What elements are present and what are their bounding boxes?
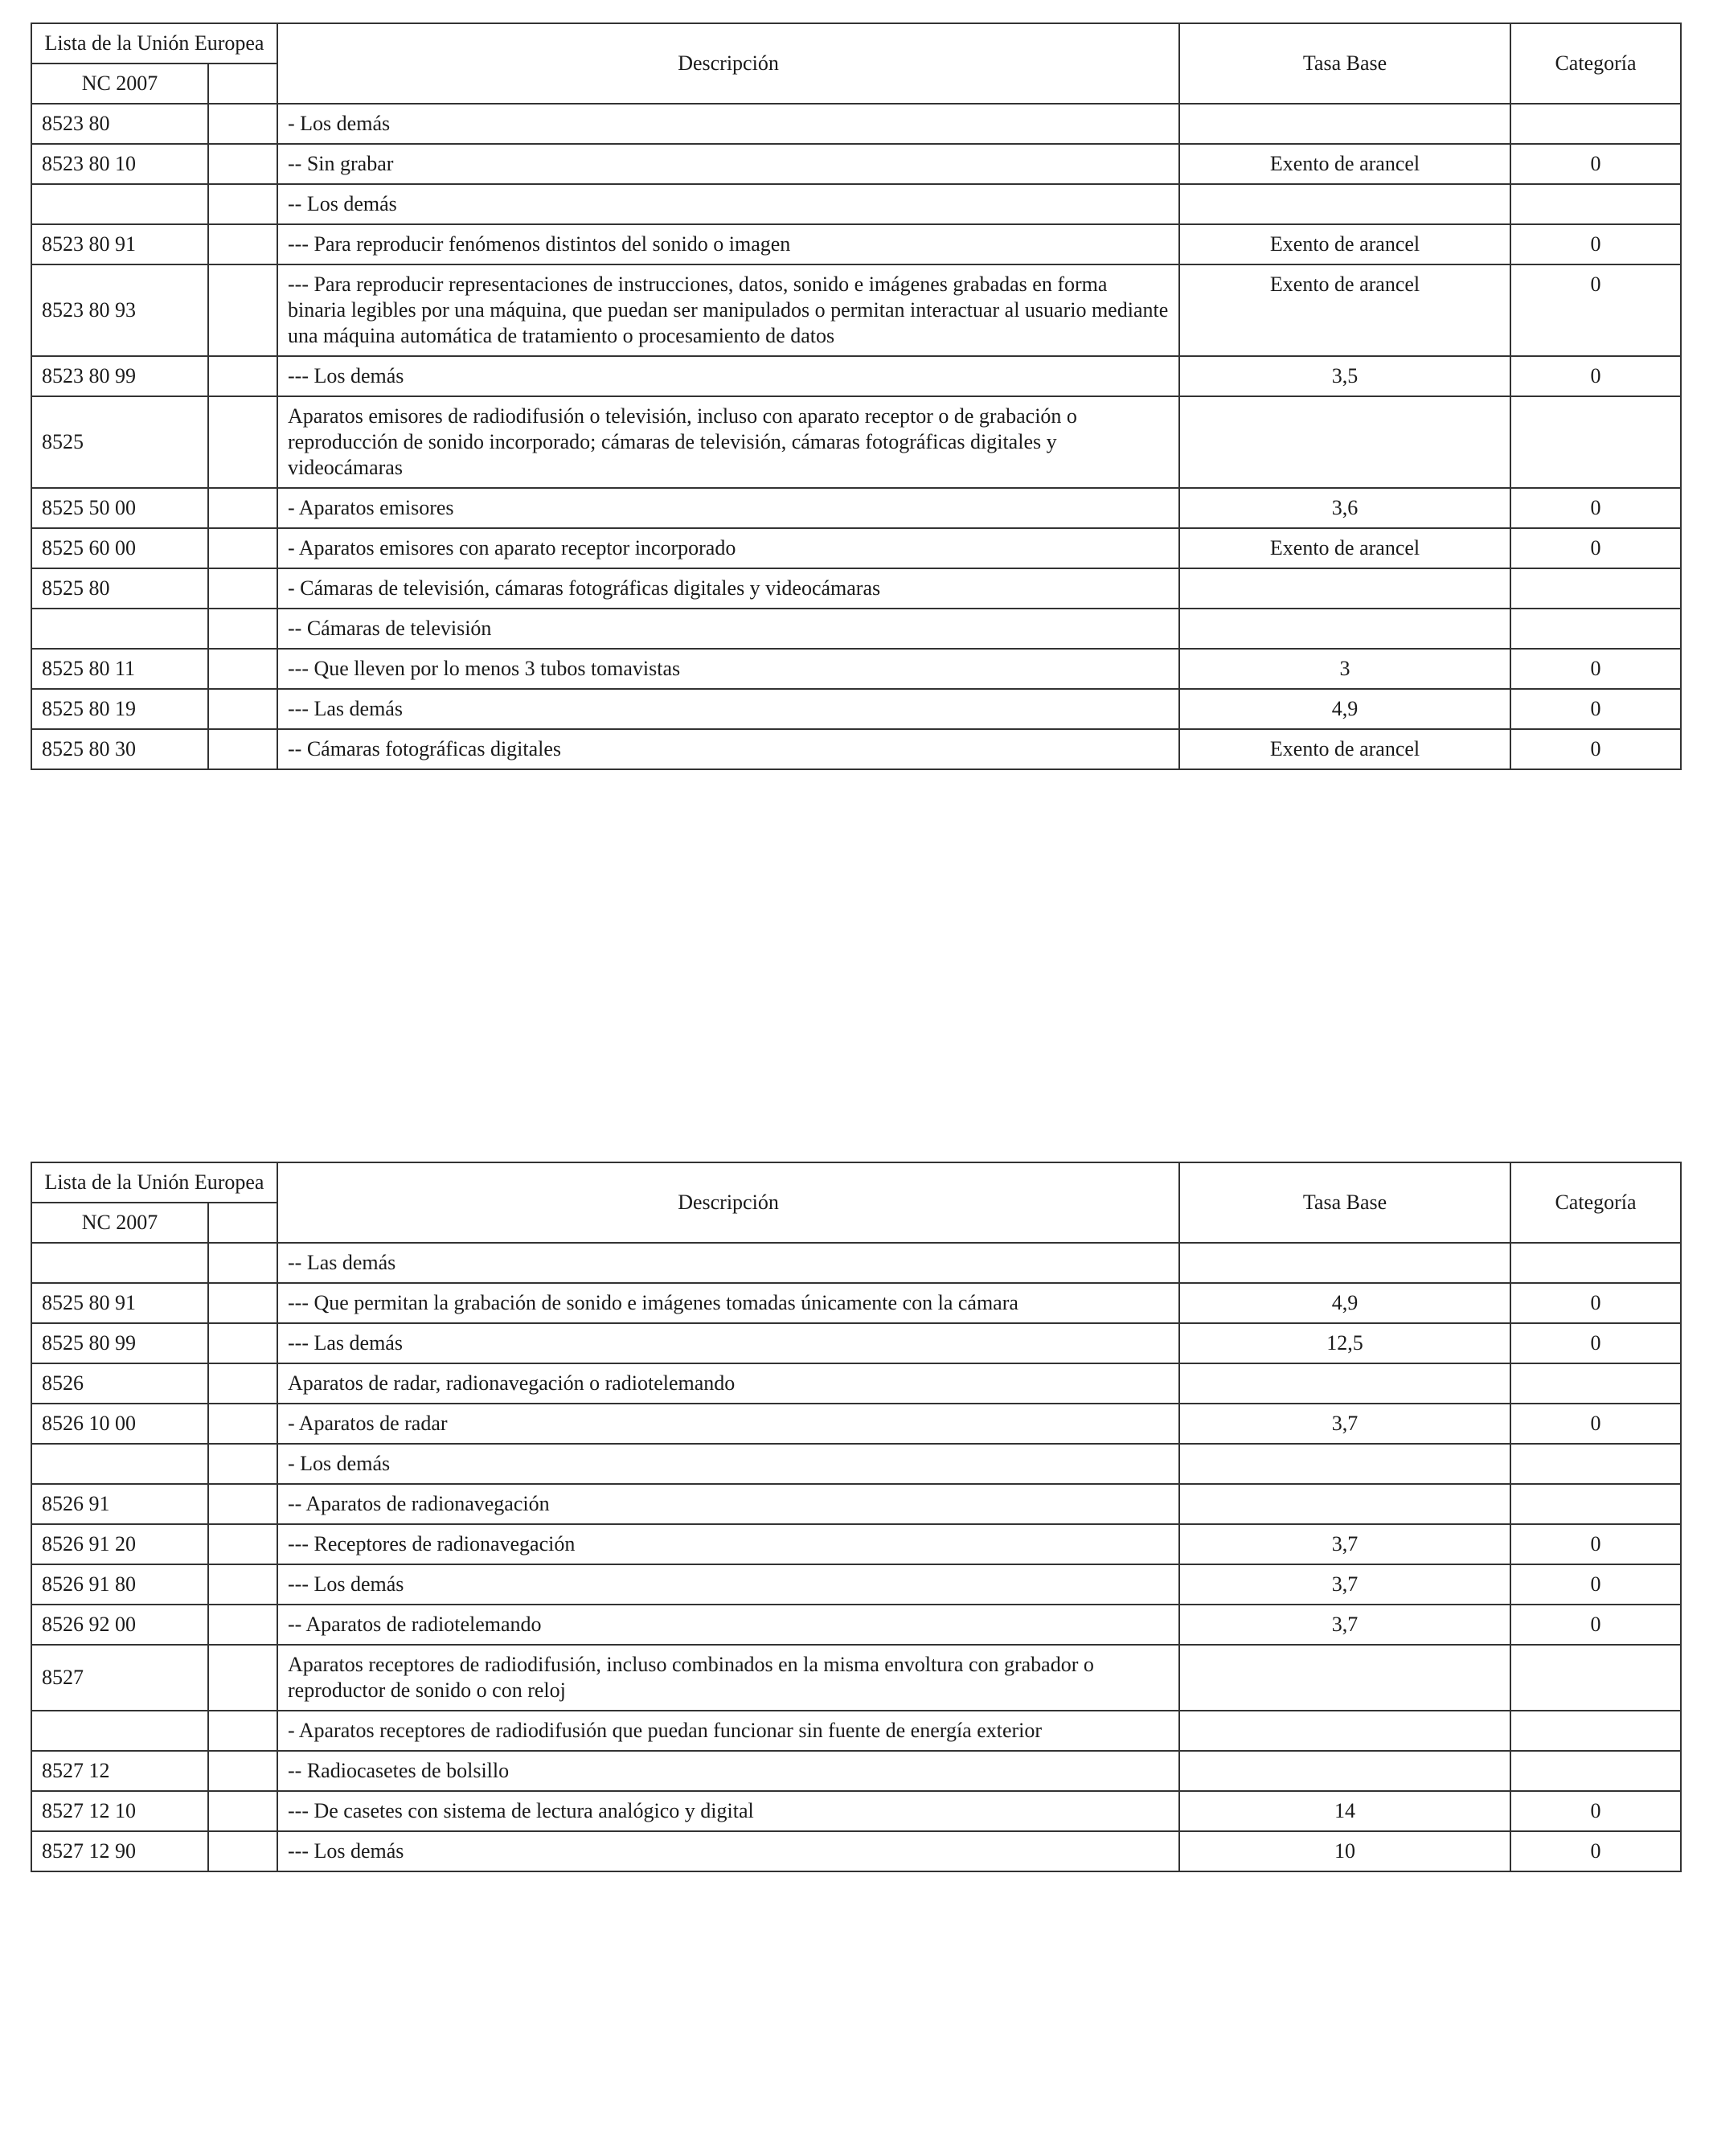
category-cell <box>1510 1751 1681 1791</box>
code-cell: 8525 80 99 <box>31 1323 208 1363</box>
table-row <box>31 1363 1681 1404</box>
description-cell: -- Cámaras fotográficas digitales <box>277 729 1179 769</box>
spacer-cell <box>208 488 277 528</box>
spacer-cell <box>208 1243 277 1283</box>
description-cell: Aparatos de radar, radionavegación o radiotelemando <box>277 1363 1179 1404</box>
code-cell: 8527 12 90 <box>31 1831 208 1871</box>
table-row <box>31 1283 1681 1323</box>
spacer-cell <box>208 396 277 488</box>
category-cell <box>1510 1243 1681 1283</box>
code-cell <box>31 1711 208 1751</box>
header-nc-label: NC 2007 <box>31 1203 208 1243</box>
code-cell: 8523 80 10 <box>31 144 208 184</box>
header-row <box>31 1162 1681 1203</box>
category-cell: 0 <box>1510 729 1681 769</box>
description-cell: -- Cámaras de televisión <box>277 609 1179 649</box>
base-rate-cell: 3,7 <box>1179 1605 1510 1645</box>
base-rate-cell: 12,5 <box>1179 1323 1510 1363</box>
table-row <box>31 729 1681 769</box>
header-base-rate: Tasa Base <box>1179 23 1510 104</box>
table-row <box>31 1751 1681 1791</box>
spacer-cell <box>208 649 277 689</box>
code-cell: 8525 80 91 <box>31 1283 208 1323</box>
spacer-cell <box>208 1363 277 1404</box>
code-cell: 8523 80 99 <box>31 356 208 396</box>
category-cell: 0 <box>1510 649 1681 689</box>
base-rate-cell: 3,5 <box>1179 356 1510 396</box>
base-rate-cell: 4,9 <box>1179 1283 1510 1323</box>
code-cell: 8525 80 11 <box>31 649 208 689</box>
header-list-label: Lista de la Unión Europea <box>31 1162 277 1203</box>
category-cell: 0 <box>1510 1564 1681 1605</box>
code-cell <box>31 609 208 649</box>
header-base-rate: Tasa Base <box>1179 1162 1510 1243</box>
code-cell: 8526 91 80 <box>31 1564 208 1605</box>
category-cell: 0 <box>1510 356 1681 396</box>
category-cell: 0 <box>1510 1404 1681 1444</box>
code-cell: 8523 80 93 <box>31 264 208 356</box>
code-cell: 8525 50 00 <box>31 488 208 528</box>
spacer-cell <box>208 1484 277 1524</box>
code-cell: 8526 91 <box>31 1484 208 1524</box>
spacer-cell <box>208 356 277 396</box>
description-cell: - Aparatos de radar <box>277 1404 1179 1444</box>
description-cell: --- Los demás <box>277 1564 1179 1605</box>
base-rate-cell: 3,7 <box>1179 1524 1510 1564</box>
header-category: Categoría <box>1510 23 1681 104</box>
base-rate-cell: Exento de arancel <box>1179 144 1510 184</box>
header-nc-label: NC 2007 <box>31 64 208 104</box>
header-category: Categoría <box>1510 1162 1681 1243</box>
category-cell: 0 <box>1510 528 1681 568</box>
header-empty-cell <box>208 64 277 104</box>
description-cell: --- De casetes con sistema de lectura analógico y digital <box>277 1791 1179 1831</box>
base-rate-cell <box>1179 1645 1510 1711</box>
description-cell: -- Radiocasetes de bolsillo <box>277 1751 1179 1791</box>
base-rate-cell: 10 <box>1179 1831 1510 1871</box>
base-rate-cell: 3,6 <box>1179 488 1510 528</box>
spacer-cell <box>208 224 277 264</box>
table-row <box>31 1484 1681 1524</box>
table-row <box>31 1323 1681 1363</box>
category-cell <box>1510 104 1681 144</box>
description-cell: - Cámaras de televisión, cámaras fotográficas digitales y videocámaras <box>277 568 1179 609</box>
code-cell: 8525 80 19 <box>31 689 208 729</box>
category-cell <box>1510 1711 1681 1751</box>
code-cell <box>31 1243 208 1283</box>
base-rate-cell <box>1179 1363 1510 1404</box>
table-row <box>31 356 1681 396</box>
table-row <box>31 396 1681 488</box>
category-cell: 0 <box>1510 1605 1681 1645</box>
base-rate-cell: Exento de arancel <box>1179 528 1510 568</box>
table-row <box>31 568 1681 609</box>
table-row <box>31 689 1681 729</box>
description-cell: -- Los demás <box>277 184 1179 224</box>
base-rate-cell <box>1179 184 1510 224</box>
header-empty-cell <box>208 1203 277 1243</box>
description-cell: --- Las demás <box>277 1323 1179 1363</box>
tariff-table-2 <box>31 1162 1682 1872</box>
base-rate-cell <box>1179 1484 1510 1524</box>
category-cell <box>1510 184 1681 224</box>
spacer-cell <box>208 528 277 568</box>
category-cell: 0 <box>1510 1831 1681 1871</box>
category-cell: 0 <box>1510 1283 1681 1323</box>
table-row <box>31 264 1681 356</box>
table-row <box>31 488 1681 528</box>
spacer-cell <box>208 104 277 144</box>
base-rate-cell <box>1179 104 1510 144</box>
description-cell: - Aparatos emisores <box>277 488 1179 528</box>
table-row <box>31 1243 1681 1283</box>
spacer-cell <box>208 1791 277 1831</box>
table-row <box>31 649 1681 689</box>
description-cell: -- Aparatos de radionavegación <box>277 1484 1179 1524</box>
code-cell: 8523 80 <box>31 104 208 144</box>
category-cell <box>1510 1645 1681 1711</box>
description-cell: --- Las demás <box>277 689 1179 729</box>
spacer-cell <box>208 609 277 649</box>
code-cell: 8525 80 <box>31 568 208 609</box>
table-row <box>31 609 1681 649</box>
table-row <box>31 1831 1681 1871</box>
description-cell: --- Que permitan la grabación de sonido e imágenes tomadas únicamente con la cámara <box>277 1283 1179 1323</box>
category-cell <box>1510 568 1681 609</box>
table-row <box>31 144 1681 184</box>
tariff-table-body <box>31 23 1681 769</box>
description-cell: Aparatos emisores de radiodifusión o televisión, incluso con aparato receptor o de grabación o reproducción de sonido incorporado; cámaras de televisión, cámaras fotográficas digitales y videocámaras <box>277 396 1179 488</box>
category-cell: 0 <box>1510 1791 1681 1831</box>
spacer-cell <box>208 1605 277 1645</box>
spacer-cell <box>208 144 277 184</box>
spacer-cell <box>208 1283 277 1323</box>
header-description: Descripción <box>277 23 1179 104</box>
spacer-cell <box>208 1564 277 1605</box>
code-cell: 8526 92 00 <box>31 1605 208 1645</box>
base-rate-cell <box>1179 1444 1510 1484</box>
description-cell: - Los demás <box>277 1444 1179 1484</box>
category-cell <box>1510 609 1681 649</box>
category-cell <box>1510 1363 1681 1404</box>
category-cell <box>1510 1484 1681 1524</box>
code-cell: 8526 10 00 <box>31 1404 208 1444</box>
header-description: Descripción <box>277 1162 1179 1243</box>
description-cell: --- Para reproducir representaciones de instrucciones, datos, sonido e imágenes grabadas en forma binaria legibles por una máquina, que puedan ser manipulados o permitan interactuar al usuario mediante una máquina automática de tratamiento o procesamiento de datos <box>277 264 1179 356</box>
table-row <box>31 1791 1681 1831</box>
table-row <box>31 1564 1681 1605</box>
code-cell: 8527 12 10 <box>31 1791 208 1831</box>
spacer-cell <box>208 1711 277 1751</box>
table-row <box>31 1404 1681 1444</box>
description-cell: --- Los demás <box>277 1831 1179 1871</box>
spacer-cell <box>208 1831 277 1871</box>
tariff-table-body <box>31 1162 1681 1871</box>
code-cell: 8526 <box>31 1363 208 1404</box>
spacer-cell <box>208 1323 277 1363</box>
spacer-cell <box>208 184 277 224</box>
code-cell: 8523 80 91 <box>31 224 208 264</box>
category-cell: 0 <box>1510 264 1681 356</box>
description-cell: --- Los demás <box>277 356 1179 396</box>
base-rate-cell: Exento de arancel <box>1179 729 1510 769</box>
code-cell: 8525 80 30 <box>31 729 208 769</box>
base-rate-cell: 4,9 <box>1179 689 1510 729</box>
table-row <box>31 1711 1681 1751</box>
category-cell: 0 <box>1510 1323 1681 1363</box>
category-cell: 0 <box>1510 144 1681 184</box>
description-cell: Aparatos receptores de radiodifusión, incluso combinados en la misma envoltura con grabador o reproductor de sonido o con reloj <box>277 1645 1179 1711</box>
base-rate-cell <box>1179 1243 1510 1283</box>
code-cell <box>31 1444 208 1484</box>
spacer-cell <box>208 264 277 356</box>
description-cell: --- Receptores de radionavegación <box>277 1524 1179 1564</box>
base-rate-cell <box>1179 396 1510 488</box>
description-cell: - Los demás <box>277 104 1179 144</box>
spacer-cell <box>208 1444 277 1484</box>
code-cell: 8527 <box>31 1645 208 1711</box>
base-rate-cell: 3,7 <box>1179 1404 1510 1444</box>
base-rate-cell: 3,7 <box>1179 1564 1510 1605</box>
category-cell: 0 <box>1510 224 1681 264</box>
description-cell: -- Las demás <box>277 1243 1179 1283</box>
header-row <box>31 23 1681 64</box>
table-row <box>31 1444 1681 1484</box>
code-cell <box>31 184 208 224</box>
base-rate-cell <box>1179 609 1510 649</box>
code-cell: 8526 91 20 <box>31 1524 208 1564</box>
table-row <box>31 1605 1681 1645</box>
category-cell <box>1510 396 1681 488</box>
code-cell: 8527 12 <box>31 1751 208 1791</box>
base-rate-cell <box>1179 1751 1510 1791</box>
description-cell: -- Aparatos de radiotelemando <box>277 1605 1179 1645</box>
category-cell <box>1510 1444 1681 1484</box>
category-cell: 0 <box>1510 689 1681 729</box>
base-rate-cell <box>1179 568 1510 609</box>
description-cell: --- Para reproducir fenómenos distintos del sonido o imagen <box>277 224 1179 264</box>
description-cell: --- Que lleven por lo menos 3 tubos tomavistas <box>277 649 1179 689</box>
base-rate-cell: Exento de arancel <box>1179 264 1510 356</box>
base-rate-cell: 14 <box>1179 1791 1510 1831</box>
spacer-cell <box>208 1751 277 1791</box>
code-cell: 8525 <box>31 396 208 488</box>
spacer-cell <box>208 1404 277 1444</box>
table-row <box>31 224 1681 264</box>
table-row <box>31 104 1681 144</box>
base-rate-cell <box>1179 1711 1510 1751</box>
base-rate-cell: Exento de arancel <box>1179 224 1510 264</box>
base-rate-cell: 3 <box>1179 649 1510 689</box>
table-row <box>31 1524 1681 1564</box>
code-cell: 8525 60 00 <box>31 528 208 568</box>
spacer-cell <box>208 729 277 769</box>
description-cell: -- Sin grabar <box>277 144 1179 184</box>
spacer-cell <box>208 568 277 609</box>
tariff-table-1 <box>31 23 1682 770</box>
header-list-label: Lista de la Unión Europea <box>31 23 277 64</box>
table-row <box>31 1645 1681 1711</box>
spacer-cell <box>208 689 277 729</box>
table-row <box>31 184 1681 224</box>
spacer-cell <box>208 1524 277 1564</box>
table-row <box>31 528 1681 568</box>
description-cell: - Aparatos emisores con aparato receptor incorporado <box>277 528 1179 568</box>
description-cell: - Aparatos receptores de radiodifusión que puedan funcionar sin fuente de energía exterior <box>277 1711 1179 1751</box>
spacer-cell <box>208 1645 277 1711</box>
category-cell: 0 <box>1510 1524 1681 1564</box>
category-cell: 0 <box>1510 488 1681 528</box>
